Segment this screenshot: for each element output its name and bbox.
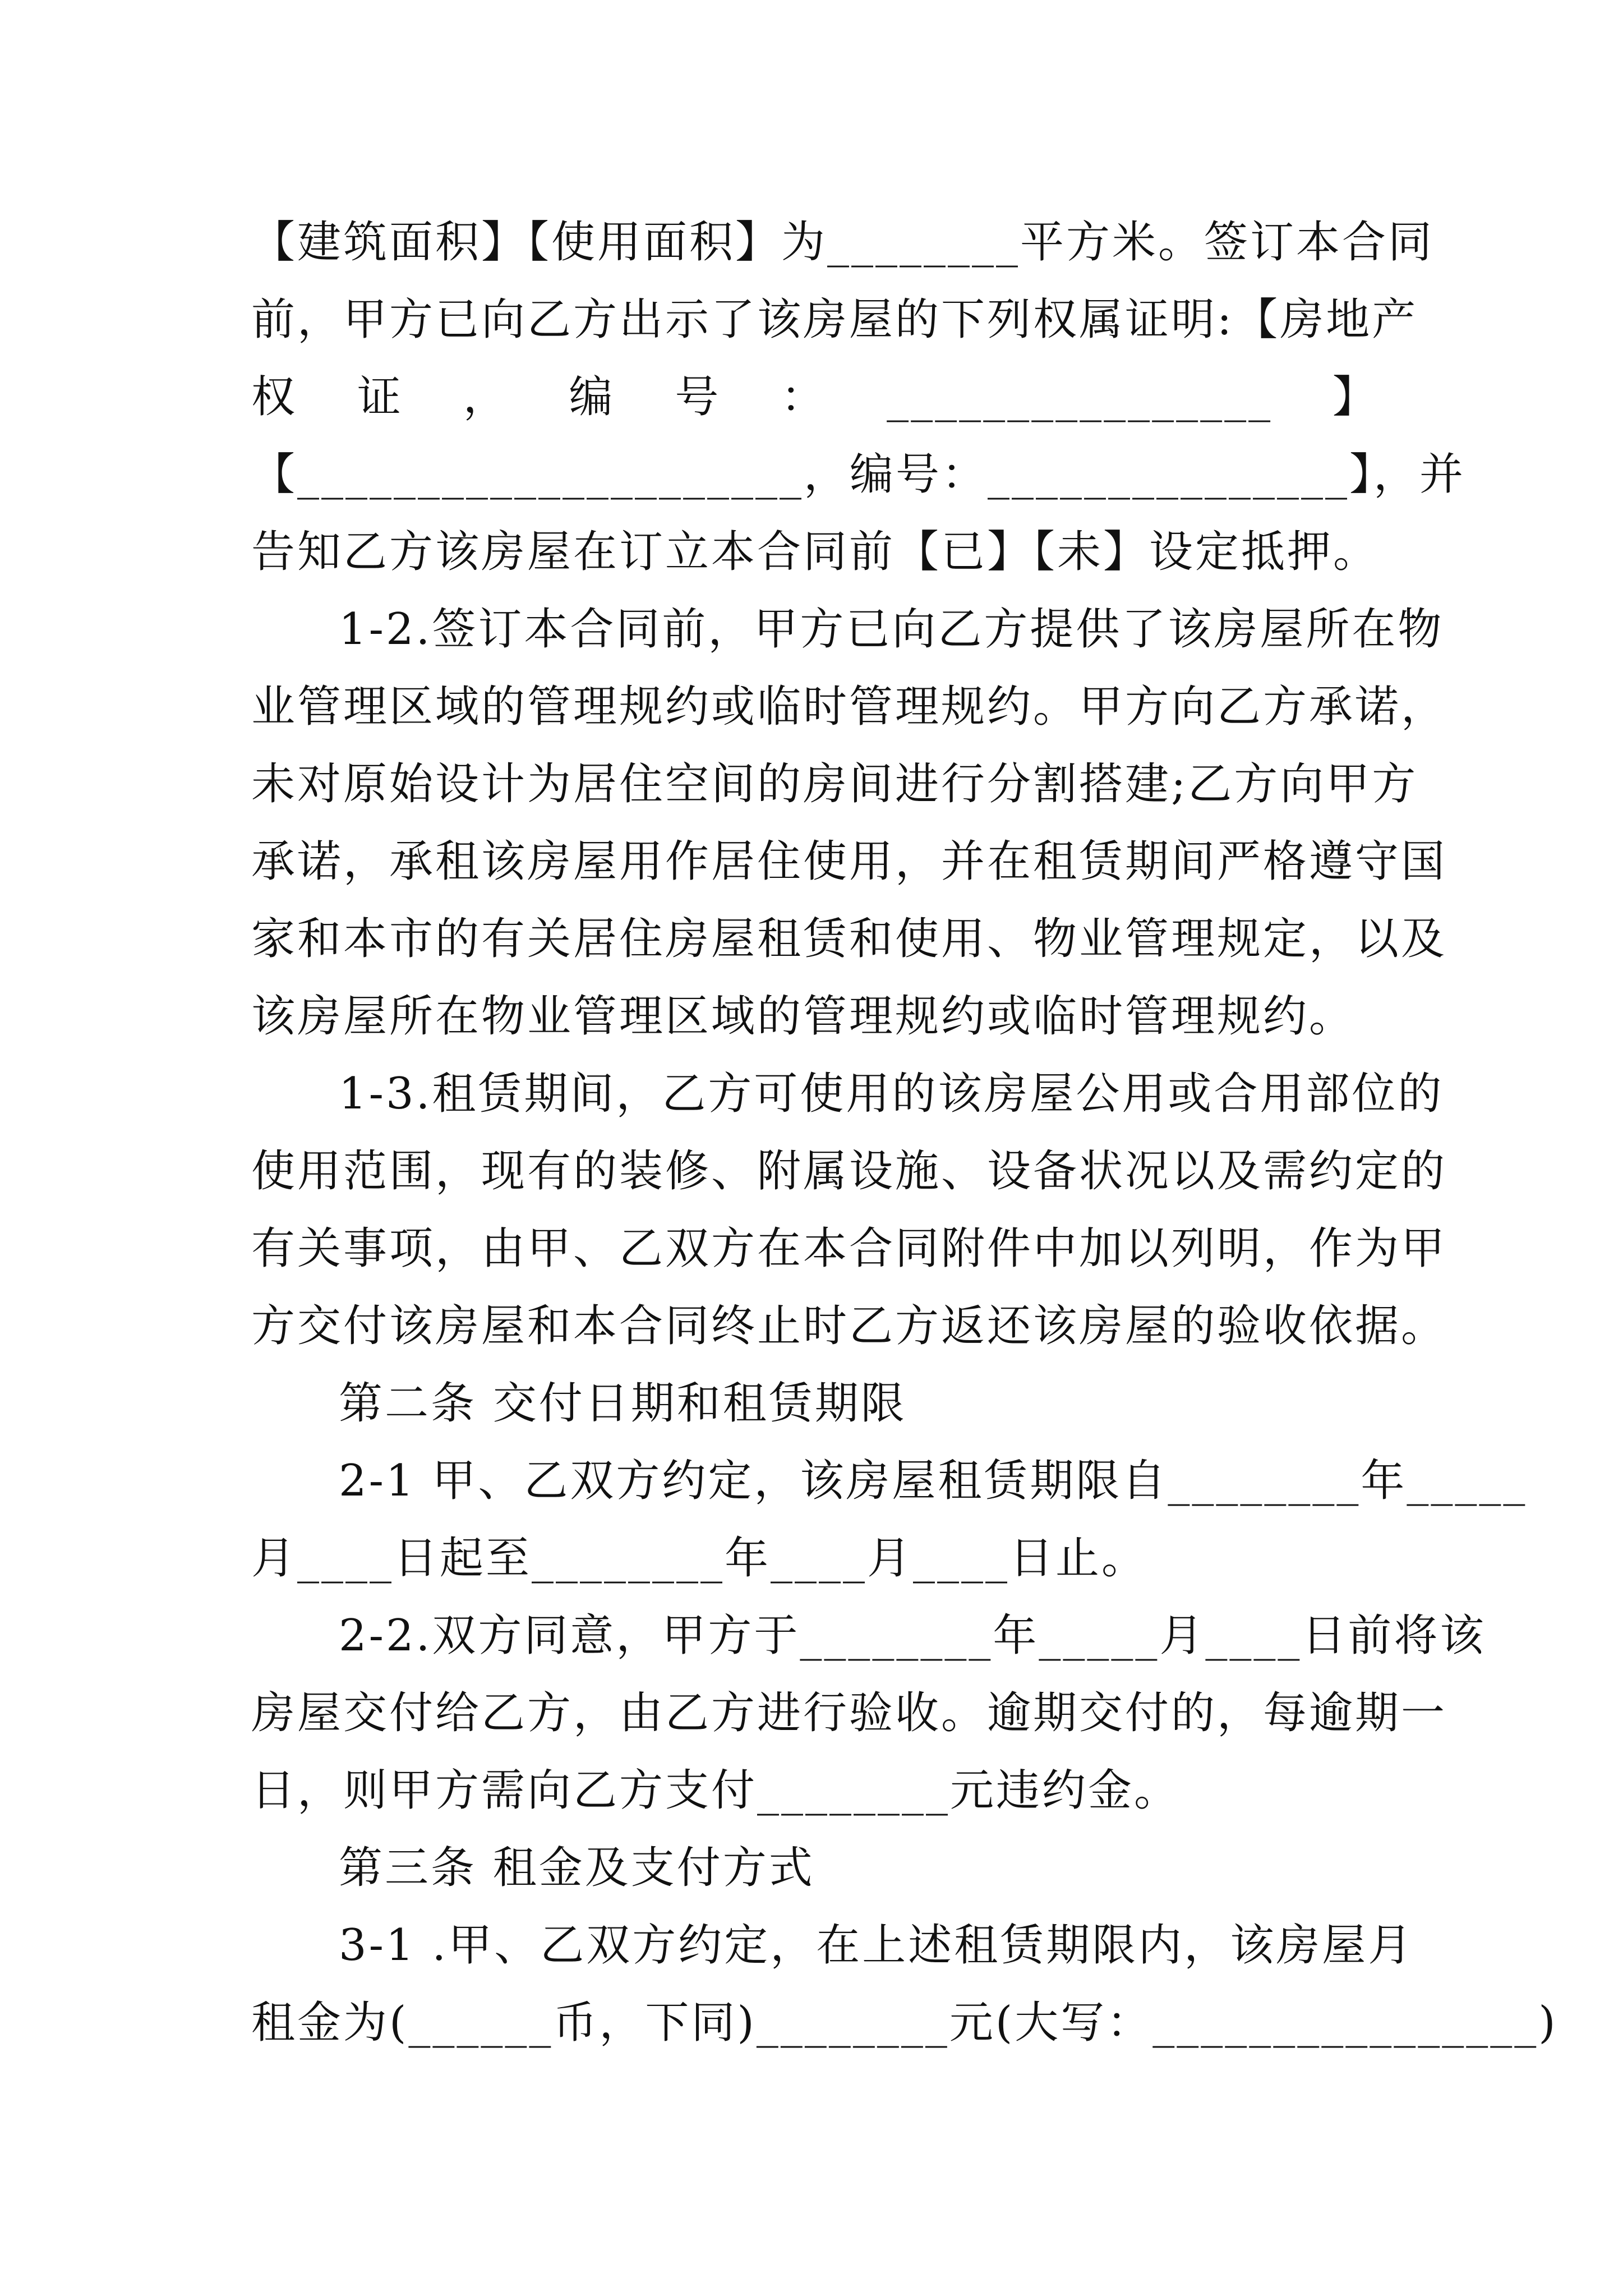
clause-3-1-line: 3-1 .甲、乙双方约定，在上述租赁期限内，该房屋月 xyxy=(339,1920,1414,1971)
text-fragment: 】 xyxy=(1332,372,1378,422)
text-line: 业管理区域的管理规约或临时管理规约。甲方向乙方承诺， xyxy=(251,682,1447,732)
text-line: 该房屋所在物业管理区域的管理规约或临时管理规约。 xyxy=(251,991,1355,1042)
text-line: 使用范围，现有的装修、附属设施、设备状况以及需约定的 xyxy=(251,1146,1447,1197)
text-line: 有关事项，由甲、乙双方在本合同附件中加以列明，作为甲 xyxy=(251,1223,1447,1274)
article-3-heading: 第三条 租金及支付方式 xyxy=(339,1843,815,1893)
text-fragment: 号 xyxy=(675,372,721,422)
blank-field: ________________ xyxy=(887,372,1273,422)
text-line: 【_____________________，编号：_______________】，并 xyxy=(251,449,1466,500)
text-fragment: 证 xyxy=(357,372,403,422)
text-line: 日，则甲方需向乙方支付________元违约金。 xyxy=(251,1765,1181,1816)
text-line: 告知乙方该房屋在订立本合同前【已】【未】设定抵押。 xyxy=(251,527,1380,577)
text-fragment: ， xyxy=(463,372,509,422)
text-line: 月____日起至________年____月____日止。 xyxy=(251,1533,1148,1584)
certificate-number-line xyxy=(251,364,1378,441)
article-2-heading: 第二条 交付日期和租赁期限 xyxy=(339,1378,907,1429)
text-line: 【建筑面积】【使用面积】为________平方米。签订本合同 xyxy=(251,217,1435,268)
text-line: 租金为(______币，下同)________元(大写：________________) xyxy=(251,1998,1558,2048)
clause-1-2-line: 1-2.签订本合同前，甲方已向乙方提供了该房屋所在物 xyxy=(339,604,1444,655)
clause-2-2-line: 2-2.双方同意，甲方于________年_____月____日前将该 xyxy=(339,1611,1486,1661)
clause-2-1-line: 2-1 甲、乙双方约定，该房屋租赁期限自________年_____ xyxy=(339,1456,1528,1506)
text-line: 前，甲方已向乙方出示了该房屋的下列权属证明:【房地产 xyxy=(251,295,1418,345)
text-line: 方交付该房屋和本合同终止时乙方返还该房屋的验收依据。 xyxy=(251,1301,1447,1351)
text-line: 家和本市的有关居住房屋租赁和使用、物业管理规定，以及 xyxy=(251,914,1447,964)
text-line: 未对原始设计为居住空间的房间进行分割搭建;乙方向甲方 xyxy=(251,759,1418,809)
text-fragment: ： xyxy=(781,372,827,422)
text-line: 房屋交付给乙方，由乙方进行验收。逾期交付的，每逾期一 xyxy=(251,1688,1447,1738)
text-fragment: 权 xyxy=(251,372,298,422)
text-fragment: 编 xyxy=(569,372,615,422)
clause-1-3-line: 1-3.租赁期间，乙方可使用的该房屋公用或合用部位的 xyxy=(339,1069,1444,1119)
contract-text xyxy=(251,209,1558,2067)
text-line: 承诺，承租该房屋用作居住使用，并在租赁期间严格遵守国 xyxy=(251,836,1447,887)
